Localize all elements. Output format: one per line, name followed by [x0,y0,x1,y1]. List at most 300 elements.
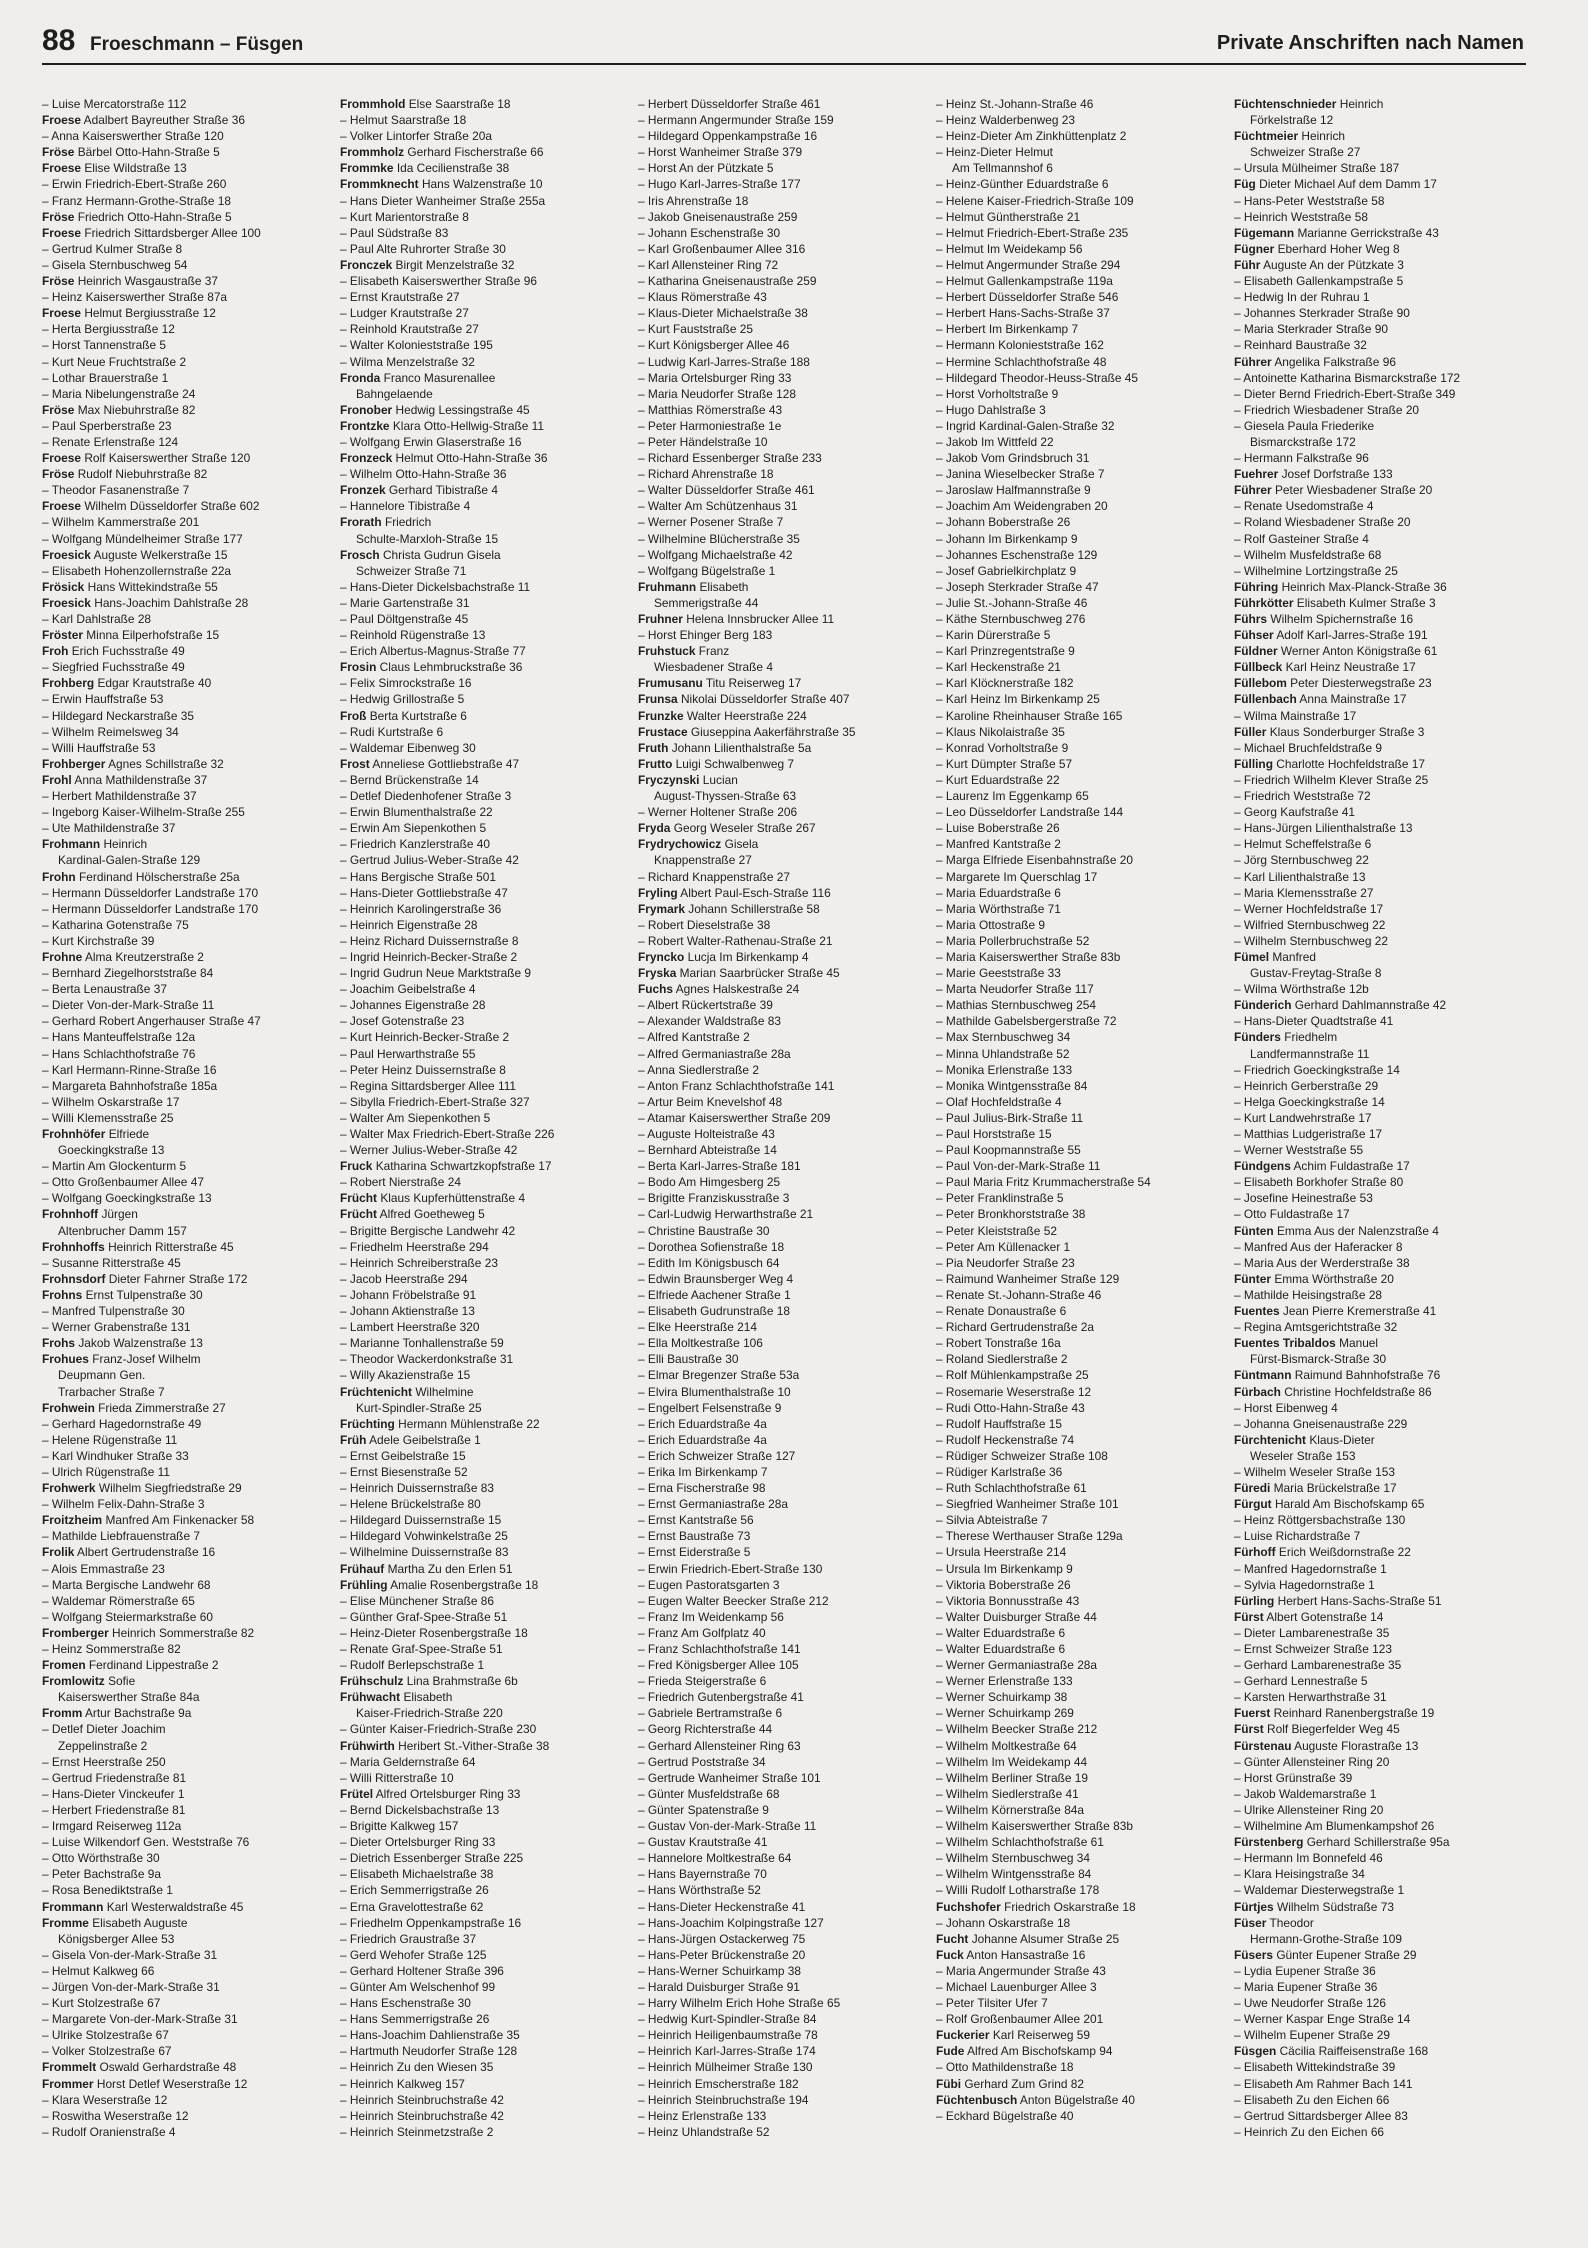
surname-entry [1234,756,1520,772]
name-entry [42,740,328,756]
entry-text: Heinrich [1339,97,1384,111]
directory-columns [42,96,1520,2236]
entry-text: – Marie Gartenstraße 31 [340,595,470,610]
surname-entry [1234,1738,1520,1754]
entry-text: – Rudolf Berlepschstraße 1 [340,1658,485,1673]
name-entry [936,1287,1222,1303]
name-entry [42,981,328,997]
surname: Fühser [1234,628,1274,643]
entry-text: Martha Zu den Erlen 51 [387,1561,513,1576]
entry-text: – Mathilde Liebfrauenstraße 7 [42,1529,200,1544]
surname: Füchtmeier [1234,129,1299,144]
entry-text: Horst Detlef Weserstraße 12 [96,2076,248,2091]
entry-text: – Kurt Heinrich-Becker-Straße 2 [340,1030,510,1045]
name-entry [42,1416,328,1432]
entry-text: – Paul Südstraße 83 [340,225,449,240]
name-entry [936,1641,1222,1657]
entry-text: – Erich Albertus-Magnus-Straße 77 [340,644,526,659]
surname-entry [936,2092,1222,2108]
entry-text: – Pia Neudorfer Straße 23 [936,1255,1075,1270]
name-entry [638,1110,924,1126]
name-entry [638,241,924,257]
entry-text: – Klaus Nikolaistraße 35 [936,724,1065,739]
name-entry [42,724,328,740]
name-entry [42,659,328,675]
entry-text: – Herbert Düsseldorfer Straße 461 [638,97,821,111]
entry-text: – Hans Wörthstraße 52 [638,1883,761,1898]
entry-text: – Brigitte Franziskusstraße 3 [638,1191,790,1206]
surname: Frohberg [42,676,95,691]
surname: Frommhold [340,97,406,111]
surname: Fronda [340,370,381,385]
name-entry [340,2027,626,2043]
entry-text: Ida Cecilienstraße 38 [396,161,510,176]
entry-text: Else Saarstraße 18 [408,97,511,111]
surname-entry [1234,1609,1520,1625]
surname: Fügner [1234,241,1275,256]
name-entry [936,1512,1222,1528]
entry-text: – Lydia Eupener Straße 36 [1234,1963,1376,1978]
entry-text: – Josefine Heinestraße 53 [1234,1191,1373,1206]
name-entry [936,498,1222,514]
entry-text: – Artur Beim Knevelshof 48 [638,1094,783,1109]
surname-entry [42,1625,328,1641]
name-entry [936,1416,1222,1432]
entry-text: – Günther Graf-Spee-Straße 51 [340,1609,508,1624]
entry-text: – Dieter Von-der-Mark-Straße 11 [42,998,215,1013]
entry-text: – Werner Schuirkamp 38 [936,1690,1068,1705]
entry-text: – Gabriele Bertramstraße 6 [638,1706,783,1721]
entry-text: – Horst Eibenweg 4 [1234,1400,1338,1415]
name-entry [340,1110,626,1126]
entry-text: – Ruth Schlachthofstraße 61 [936,1481,1087,1496]
surname: Fromberger [42,1625,109,1640]
surname: Frücht [340,1207,377,1222]
name-entry [638,273,924,289]
entry-text: Klaus-Dieter [1309,1432,1375,1447]
name-entry [936,1110,1222,1126]
entry-text: Friedrich [384,515,432,530]
entry-text: – Friedrich Wiesbadener Straße 20 [1234,402,1420,417]
entry-text: – Wilhelmine Blücherstraße 35 [638,531,800,546]
entry-text: – Wolfgang Michaelstraße 42 [638,547,793,562]
surname-entry [340,402,626,418]
name-entry [638,1287,924,1303]
name-entry [638,176,924,192]
entry-text: – Detlef Diedenhofener Straße 3 [340,789,512,804]
column-2 [340,96,626,2236]
name-entry [340,1351,626,1367]
entry-text: – Auguste Holteistraße 43 [638,1127,775,1141]
entry-text: Alfred Goetheweg 5 [379,1207,485,1222]
entry-text: – Heinz Walderbenweg 23 [936,113,1076,128]
name-entry [638,1882,924,1898]
entry-text: – Joachim Geibelstraße 4 [340,982,476,997]
surname: Führ [1234,257,1261,272]
entry-text: – Elisabeth Gudrunstraße 18 [638,1304,791,1319]
entry-text: – Günter Spatenstraße 9 [638,1802,769,1817]
entry-text: – Marta Bergische Landwehr 68 [42,1577,211,1592]
entry-text: – Heinrich Steinbruchstraße 42 [340,2108,504,2123]
entry-text: – Hans Schlachthofstraße 76 [42,1046,196,1061]
entry-text: – Helmut Scheffelstraße 6 [1234,837,1372,852]
entry-text: Helmut Otto-Hahn-Straße 36 [395,451,548,466]
entry-text: – Anna Kaiserswerther Straße 120 [42,129,224,144]
entry-text: – Rudi Kurtstraße 6 [340,724,444,739]
name-entry [936,1496,1222,1512]
name-entry [936,869,1222,885]
entry-text: – Heinrich Kalkweg 157 [340,2076,465,2091]
name-entry [1234,1078,1520,1094]
surname-entry [1234,2043,1520,2059]
surname: Fryncko [638,949,685,964]
name-entry [638,1609,924,1625]
entry-text: – Paul Julius-Birk-Straße 11 [936,1110,1084,1125]
entry-text: Wilhelm Siegfriedstraße 29 [98,1481,242,1496]
entry-text: – Josef Gabrielkirchplatz 9 [936,563,1077,578]
name-entry [42,1062,328,1078]
name-entry [1234,370,1520,386]
entry-text: Walter Heerstraße 224 [686,708,807,723]
entry-text: – Hans Dieter Wanheimer Straße 255a [340,193,546,208]
name-entry [936,1367,1222,1383]
name-entry [638,498,924,514]
entry-text: Heinrich Max-Planck-Straße 36 [1281,579,1447,594]
entry-text: – Elisabeth Borkhofer Straße 80 [1234,1175,1404,1190]
name-entry [638,933,924,949]
column-3 [638,96,924,2236]
entry-text: Hermann-Grothe-Straße 109 [1250,1931,1403,1946]
entry-text: – Elke Heerstraße 214 [638,1320,757,1335]
name-entry [42,1850,328,1866]
surname: Frohn [42,869,76,884]
entry-text: Goeckingkstraße 13 [58,1143,165,1158]
entry-continuation [340,1705,626,1721]
name-entry [1234,1561,1520,1577]
entry-text: – Alexander Waldstraße 83 [638,1014,781,1029]
entry-text: – Karl Hermann-Rinne-Straße 16 [42,1062,217,1077]
entry-text: Heinrich Ritterstraße 45 [108,1239,234,1254]
surname-entry [1234,466,1520,482]
entry-text: – Therese Werthauser Straße 129a [936,1529,1123,1544]
surname: Frühling [340,1577,388,1592]
entry-text: – Horst Vorholtstraße 9 [936,386,1059,401]
surname-entry [1234,1303,1520,1319]
name-entry [340,1866,626,1882]
entry-text: Lina Brahmstraße 6b [406,1674,518,1689]
surname-entry [340,1561,626,1577]
surname: Frütel [340,1786,374,1801]
entry-text: Rudolf Niebuhrstraße 82 [77,467,208,482]
name-entry [1234,1673,1520,1689]
surname: Fuehrer [1234,467,1279,482]
name-entry [936,1271,1222,1287]
entry-text: – Hans Manteuffelstraße 12a [42,1030,196,1045]
name-entry [638,2092,924,2108]
name-entry [638,1738,924,1754]
entry-text: – Berta Lenaustraße 37 [42,982,167,997]
entry-text: – Käthe Sternbuschweg 276 [936,612,1086,626]
entry-text: – Wolfgang Bügelstraße 1 [638,563,776,578]
entry-text: – Johannes Sterkrader Straße 90 [1234,306,1410,321]
surname-entry [1234,1915,1520,1931]
surname: Fürgut [1234,1497,1272,1512]
name-entry [936,740,1222,756]
name-entry [638,1593,924,1609]
name-entry [638,869,924,885]
name-entry [638,1802,924,1818]
entry-text: Werner Anton Königstraße 61 [1280,644,1438,659]
entry-text: – Renate Erlenstraße 124 [42,434,179,449]
name-entry [936,981,1222,997]
name-entry [638,112,924,128]
name-entry [936,1448,1222,1464]
name-entry [1234,1963,1520,1979]
entry-text: – Peter Kleiststraße 52 [936,1223,1057,1238]
name-entry [42,708,328,724]
name-entry [1234,160,1520,176]
name-entry [1234,2124,1520,2140]
entry-continuation [42,1142,328,1158]
entry-text: – Johann Oskarstraße 18 [936,1915,1071,1930]
entry-text: – Otto Großenbaumer Allee 47 [42,1175,204,1190]
name-entry [638,1577,924,1593]
surname-entry [1234,1721,1520,1737]
name-entry [42,2011,328,2027]
name-entry [936,1528,1222,1544]
surname: Frosin [340,660,377,675]
name-entry [638,1834,924,1850]
entry-text: – Hildegard Vohwinkelstraße 25 [340,1529,508,1544]
name-entry [638,563,924,579]
entry-text: Klaus Sonderburger Straße 3 [1269,724,1425,739]
name-entry [936,1915,1222,1931]
entry-text: – Renate Graf-Spee-Straße 51 [340,1642,503,1656]
surname: Füser [1234,1915,1267,1930]
entry-text: Kurt-Spindler-Straße 25 [356,1400,482,1415]
surname-entry [1234,1335,1520,1351]
entry-text: Agnes Schillstraße 32 [108,756,224,771]
entry-text: – Peter Bronkhorststraße 38 [936,1207,1086,1222]
name-entry [42,1094,328,1110]
entry-text: – Hannelore Moltkestraße 64 [638,1851,792,1866]
entry-text: – Luise Richardstraße 7 [1234,1529,1361,1544]
entry-text: – Walter Eduardstraße 6 [936,1625,1066,1640]
entry-text: – Heinrich Steinbruchstraße 194 [638,2092,809,2107]
name-entry [340,1271,626,1287]
surname-entry [42,305,328,321]
name-entry [1234,1689,1520,1705]
entry-text: Marianne Gerrickstraße 43 [1297,225,1439,240]
entry-text: – Mathias Sternbuschweg 254 [936,998,1096,1013]
entry-text: – Hedwig Kurt-Spindler-Straße 84 [638,2012,817,2027]
name-entry [42,611,328,627]
name-entry [936,305,1222,321]
surname-entry [42,209,328,225]
entry-text: – Felix Simrockstraße 16 [340,676,472,691]
entry-text: – Dietrich Essenberger Straße 225 [340,1851,524,1866]
surname-entry [1234,1271,1520,1287]
name-entry [42,1866,328,1882]
name-entry [936,418,1222,434]
surname-entry [340,1384,626,1400]
entry-text: Adalbert Bayreuther Straße 36 [83,113,245,128]
entry-text: Alma Kreutzerstraße 2 [84,949,204,964]
surname-entry [42,450,328,466]
entry-text: – Josef Gotenstraße 23 [340,1014,465,1029]
entry-text: – Hildegard Theodor-Heuss-Straße 45 [936,370,1139,385]
entry-text: – Jakob Waldemarstraße 1 [1234,1786,1377,1801]
entry-text: – Wilma Wörthstraße 12b [1234,982,1369,997]
name-entry [340,1657,626,1673]
entry-text: – Monika Wintgensstraße 84 [936,1078,1088,1093]
entry-text: – Erwin Hauffstraße 53 [42,692,164,707]
surname: Füchtenschnieder [1234,97,1337,111]
entry-text: – Ludger Krautstraße 27 [340,306,469,321]
name-entry [936,1754,1222,1770]
entry-text: – Karl Heckenstraße 21 [936,660,1061,675]
entry-text: – Erwin Blumenthalstraße 22 [340,805,493,820]
surname: Froese [42,161,81,176]
entry-text: Weseler Straße 153 [1250,1448,1356,1463]
surname: Frohnhöfer [42,1127,106,1141]
entry-text: – Volker Lintorfer Straße 20a [340,129,493,144]
surname-entry [42,1512,328,1528]
surname-entry [340,1190,626,1206]
surname-entry [638,579,924,595]
name-entry [638,1078,924,1094]
entry-text: – Margareta Bahnhofstraße 185a [42,1078,218,1093]
surname-entry [1234,595,1520,611]
name-entry [638,1818,924,1834]
surname: Frohnhoff [42,1207,99,1222]
entry-text: – Harald Duisburger Straße 91 [638,1979,800,1994]
entry-text: – Iris Ahrenstraße 18 [638,193,749,208]
entry-text: – Edith Im Königsbusch 64 [638,1255,780,1270]
entry-text: Wilhelm Spichernstraße 16 [1270,612,1414,626]
surname: Führing [1234,579,1279,594]
name-entry [340,2108,626,2124]
name-entry [1234,386,1520,402]
entry-continuation [1234,1046,1520,1062]
entry-text: – Dieter Ortelsburger Ring 33 [340,1835,496,1850]
name-entry [340,434,626,450]
entry-text: – Richard Essenberger Straße 233 [638,451,822,466]
entry-text: – Günter Am Welschenhof 99 [340,1979,496,1994]
name-entry [42,1834,328,1850]
name-entry [1234,418,1520,434]
name-entry [936,1255,1222,1271]
name-entry [638,1689,924,1705]
entry-continuation [638,659,924,675]
entry-text: Luigi Schwalbenweg 7 [675,756,794,771]
entry-text: – Gerhard Allensteiner Ring 63 [638,1738,801,1753]
surname: Frontzke [340,418,390,433]
surname: Froesick [42,595,91,610]
surname: Fröse [42,145,75,160]
entry-text: – Reinhold Krautstraße 27 [340,322,479,337]
entry-text: – Anna Siedlerstraße 2 [638,1062,759,1077]
entry-text: – Elli Baustraße 30 [638,1352,739,1367]
entry-text: Amalie Rosenbergstraße 18 [390,1577,539,1592]
entry-text: – Johann Eschenstraße 30 [638,225,781,240]
name-entry [1234,193,1520,209]
entry-text: – Marga Elfriede Eisenbahnstraße 20 [936,853,1133,868]
surname-entry [1234,1544,1520,1560]
name-entry [638,1432,924,1448]
name-entry [42,128,328,144]
name-entry [340,2059,626,2075]
name-entry [936,1673,1222,1689]
name-entry [936,1142,1222,1158]
name-entry [340,933,626,949]
name-entry [638,1094,924,1110]
entry-text: – Engelbert Felsenstraße 9 [638,1400,782,1415]
entry-text: – Wilhelm Felix-Dahn-Straße 3 [42,1497,205,1512]
entry-text: – Willi Ritterstraße 10 [340,1770,454,1785]
entry-text: Anna Mainstraße 17 [1299,692,1407,707]
surname-entry [42,675,328,691]
entry-text: Anna Mathildenstraße 37 [74,772,208,787]
name-entry [936,1206,1222,1222]
entry-text: – Rosa Benediktstraße 1 [42,1883,173,1898]
surname: Fürst [1234,1722,1264,1737]
surname: Frutto [638,756,673,771]
entry-text: – Paul Maria Fritz Krummacherstraße 54 [936,1175,1151,1190]
entry-text: Zeppelinstraße 2 [58,1738,148,1753]
surname-entry [1234,611,1520,627]
name-entry [638,2076,924,2092]
name-entry [1234,740,1520,756]
name-entry [42,1786,328,1802]
entry-text: – Helmut Saarstraße 18 [340,113,467,128]
column-5 [1234,96,1520,2236]
entry-text: – Renate Usedomstraße 4 [1234,499,1374,514]
surname-entry [1234,724,1520,740]
entry-text: – Horst An der Pützkate 5 [638,161,774,176]
name-entry [936,1721,1222,1737]
name-entry [1234,1126,1520,1142]
name-entry [936,241,1222,257]
name-entry [638,1126,924,1142]
entry-text: – Jacob Heerstraße 294 [340,1271,468,1286]
entry-text: – Walter Max Friedrich-Ebert-Straße 226 [340,1127,555,1141]
name-entry [1234,933,1520,949]
entry-text: – Klaus-Dieter Michaelstraße 38 [638,306,808,321]
name-entry [638,1544,924,1560]
name-entry [42,1947,328,1963]
surname: Führer [1234,483,1272,498]
name-entry [42,1609,328,1625]
entry-text: Georg Weseler Straße 267 [673,821,816,836]
entry-text: – Reinhold Rügenstraße 13 [340,628,486,643]
surname-entry [1234,257,1520,273]
entry-text: Elise Wildstraße 13 [84,161,187,176]
entry-text: – Viktoria Bonnusstraße 43 [936,1593,1080,1608]
entry-text: – Harry Wilhelm Erich Hohe Straße 65 [638,1996,841,2011]
surname-entry [1234,1496,1520,1512]
surname: Fuentes Tribaldos [1234,1336,1336,1351]
name-entry [936,370,1222,386]
entry-text: – Wilhelm Im Weidekamp 44 [936,1754,1088,1769]
name-entry [638,2124,924,2140]
name-entry [936,1995,1222,2011]
entry-text: Albert Gertrudenstraße 16 [77,1545,216,1560]
entry-text: Bärbel Otto-Hahn-Straße 5 [77,145,220,160]
entry-text: – Klara Weserstraße 12 [42,2092,168,2107]
name-entry [936,1593,1222,1609]
entry-text: – Ella Moltkestraße 106 [638,1336,763,1351]
